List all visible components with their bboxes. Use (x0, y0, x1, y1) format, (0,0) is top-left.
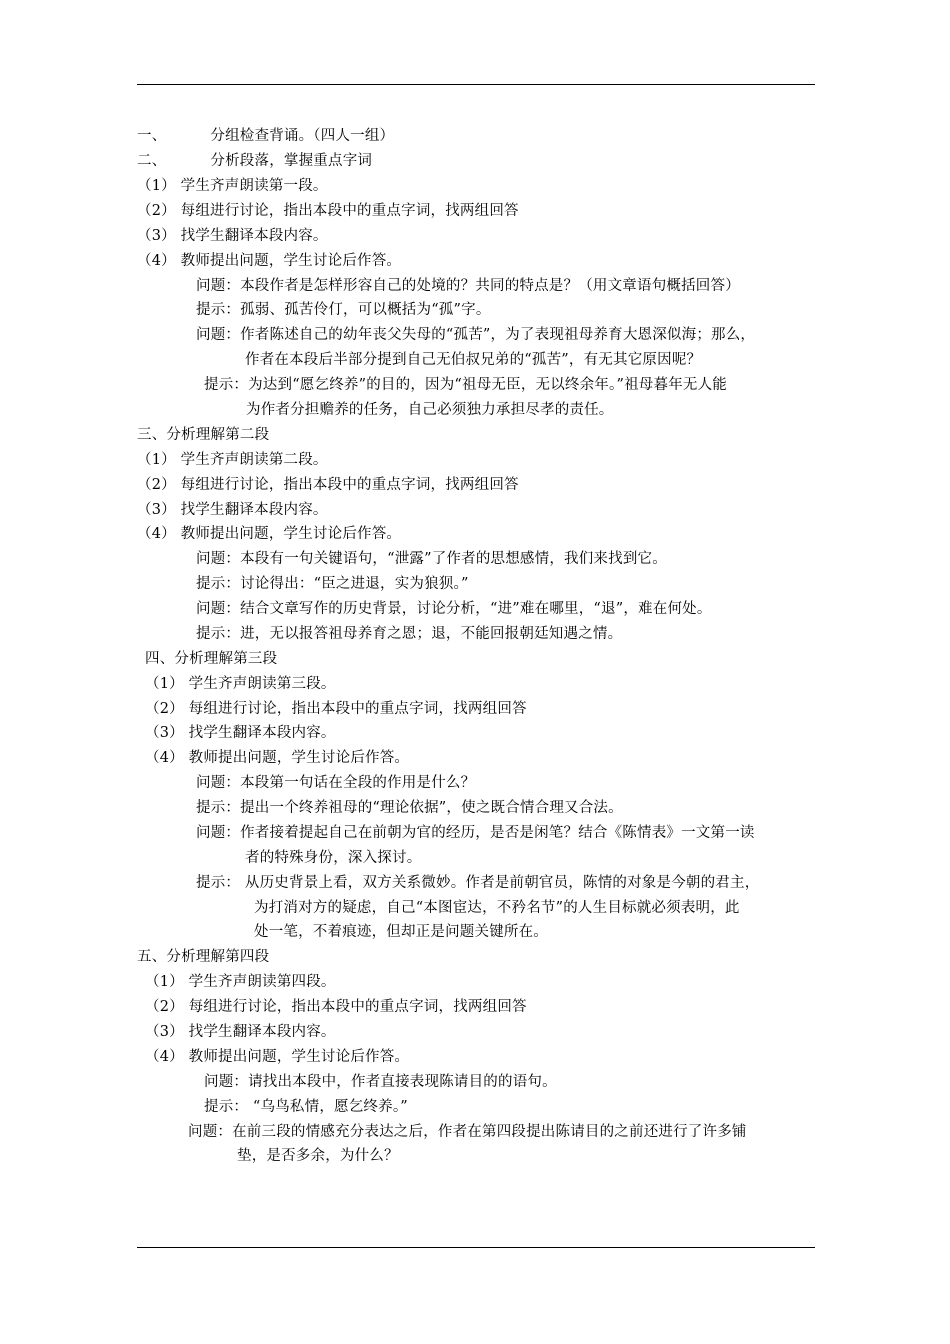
list-item: （4） 教师提出问题，学生讨论后作答。 (145, 1049, 410, 1065)
section-4-heading: 四、分析理解第三段 (145, 651, 278, 667)
section-1-number: 一、 (137, 128, 167, 144)
list-item: （4） 教师提出问题，学生讨论后作答。 (137, 253, 402, 269)
section-1-title: 分组检查背诵。（四人一组） (210, 128, 395, 144)
list-item: （2） 每组进行讨论，指出本段中的重点字词，找两组回答 (145, 999, 527, 1015)
question-text-continued: 垫，是否多余，为什么？ (237, 1148, 399, 1164)
question-text-continued: 作者在本段后半部分提到自己无伯叔兄弟的“孤苦”，有无其它原因呢？ (245, 352, 702, 368)
question-text: 问题：结合文章写作的历史背景，讨论分析，“进”难在哪里，“退”，难在何处。 (196, 601, 712, 617)
list-item: （2） 每组进行讨论，指出本段中的重点字词，找两组回答 (137, 203, 519, 219)
list-item: （4） 教师提出问题，学生讨论后作答。 (145, 750, 410, 766)
question-text: 问题：本段有一句关键语句，“泄露”了作者的思想感情，我们来找到它。 (196, 551, 667, 567)
list-item: （3） 找学生翻译本段内容。 (145, 1024, 336, 1040)
question-text: 问题：本段第一句话在全段的作用是什么？ (196, 775, 476, 791)
hint-text-continued: 处一笔，不着痕迹，但却正是问题关键所在。 (254, 924, 548, 940)
hint-text: 提示：进，无以报答祖母养育之恩；退，不能回报朝廷知遇之情。 (196, 626, 623, 642)
list-item: （1） 学生齐声朗读第四段。 (145, 974, 336, 990)
hint-text: 提示：为达到“愿乞终养”的目的，因为“祖母无臣，无以终余年。”祖母暮年无人能 (204, 377, 727, 393)
list-item: （1） 学生齐声朗读第一段。 (137, 178, 328, 194)
question-text: 问题：作者接着提起自己在前朝为官的经历，是否是闲笔？结合《陈情表》一文第一读 (196, 825, 755, 841)
hint-text: 提示： 从历史背景上看，双方关系微妙。作者是前朝官员，陈情的对象是今朝的君主， (196, 875, 760, 891)
section-2-title: 分析段落，掌握重点字词 (210, 153, 373, 169)
list-item: （3） 找学生翻译本段内容。 (137, 502, 328, 518)
list-item: （3） 找学生翻译本段内容。 (145, 725, 336, 741)
section-2-heading (137, 151, 372, 171)
hint-text: 提示：提出一个终养祖母的“理论依据”，使之既合情合理又合法。 (196, 800, 623, 816)
list-item: （1） 学生齐声朗读第三段。 (145, 676, 336, 692)
list-item: （3） 找学生翻译本段内容。 (137, 228, 328, 244)
section-3-heading: 三、分析理解第二段 (137, 427, 270, 443)
hint-text: 提示：讨论得出：“臣之进退，实为狼狈。” (196, 576, 469, 592)
list-item: （1） 学生齐声朗读第二段。 (137, 452, 328, 468)
section-5-heading: 五、分析理解第四段 (137, 949, 270, 965)
hint-text-continued: 为打消对方的疑虑，自己“本图宦达，不矜名节”的人生目标就必须表明，此 (254, 900, 740, 916)
list-item: （2） 每组进行讨论，指出本段中的重点字词，找两组回答 (137, 477, 519, 493)
hint-text: 提示：孤弱、孤苦伶仃，可以概括为“孤”字。 (196, 302, 491, 318)
question-text: 问题：本段作者是怎样形容自己的处境的？共同的特点是？（用文章语句概括回答） (196, 278, 740, 294)
section-2-number: 二、 (137, 153, 167, 169)
question-text: 问题：请找出本段中，作者直接表现陈请目的的语句。 (204, 1074, 557, 1090)
list-item: （2） 每组进行讨论，指出本段中的重点字词，找两组回答 (145, 701, 527, 717)
question-text: 问题：作者陈述自己的幼年丧父失母的“孤苦”，为了表现祖母养育大恩深似海；那么， (196, 327, 756, 343)
hint-text-continued: 为作者分担赡养的任务，自己必须独力承担尽孝的责任。 (246, 402, 614, 418)
question-text: 问题：在前三段的情感充分表达之后，作者在第四段提出陈请目的之前还进行了许多铺 (188, 1124, 747, 1140)
list-item: （4） 教师提出问题，学生讨论后作答。 (137, 526, 402, 542)
section-1-heading (137, 126, 394, 146)
hint-text: 提示： “乌鸟私情，愿乞终养。” (204, 1099, 408, 1115)
footer-rule (137, 1247, 815, 1248)
question-text-continued: 者的特殊身份，深入探讨。 (245, 850, 422, 866)
